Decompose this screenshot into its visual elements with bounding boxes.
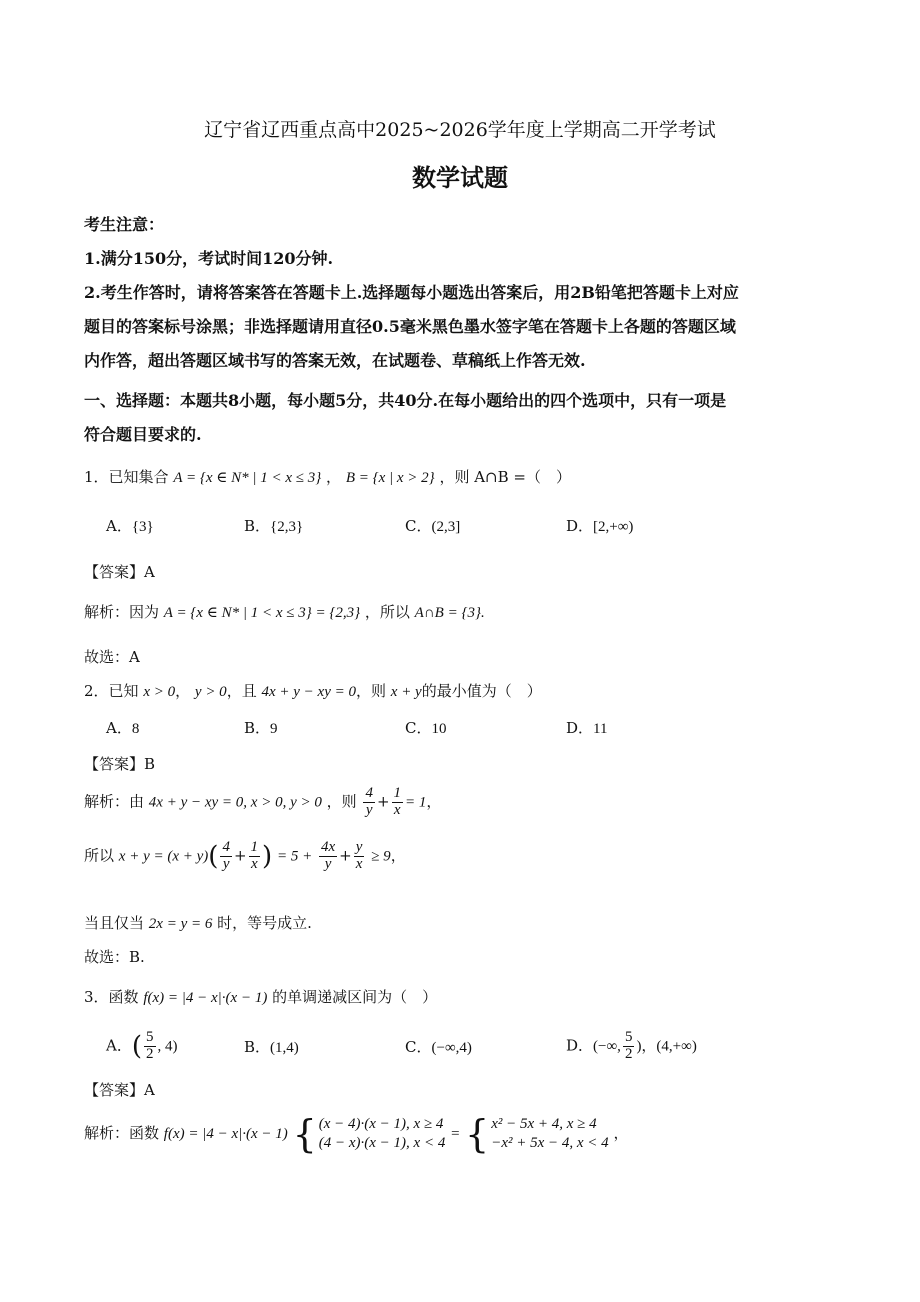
q3-option-d[interactable] (566, 1030, 697, 1063)
option-value: 11 (593, 721, 608, 737)
solution-prefix: 所以 (84, 846, 115, 865)
option-label: B． (244, 1038, 271, 1056)
piecewise-case: x² − 5x + 4, x ≥ 4 (491, 1116, 597, 1133)
question-2-sep-1: ， (175, 682, 191, 700)
numerator: 5 (146, 1029, 154, 1045)
solution-math: 4x + y − xy = 0, x > 0, y > 0 (148, 794, 322, 811)
option-value: 8 (131, 721, 140, 737)
q3-option-b[interactable] (244, 1036, 299, 1057)
question-3-stem (84, 986, 437, 1007)
solution-math: A = {x ∈ N* | 1 < x ≤ 3} = {2,3} (163, 605, 361, 621)
question-2-cond-1: x > 0 (143, 684, 176, 700)
denominator: x (250, 855, 258, 872)
q3-answer: 【答案】A (84, 1081, 155, 1099)
denominator: y (365, 801, 373, 818)
solution-lhs: x + y = (x + y) (118, 848, 209, 865)
q2-solution-line-3 (84, 912, 312, 933)
solution-prefix: 当且仅当 (84, 914, 145, 932)
solution-mid: ，所以 (364, 603, 410, 621)
denominator: 2 (624, 1045, 633, 1062)
fraction-1-over-x (392, 786, 404, 819)
option-label: A． (106, 517, 132, 535)
piecewise-2: { x² − 5x + 4, x ≥ 4 −x² + 5x − 4, x < 4 (465, 1112, 609, 1156)
q3-solution (84, 1112, 629, 1156)
denominator: 2 (146, 1045, 154, 1062)
fraction-y-over-x (354, 840, 365, 873)
solution-equals: = 1 (405, 794, 427, 811)
option-value-tail: )，(4,+∞) (636, 1038, 697, 1055)
question-2-sep-3: ，则 (355, 682, 386, 700)
option-label: D． (566, 1036, 594, 1055)
q2-option-c[interactable] (405, 717, 446, 738)
fraction-4x-over-y (319, 840, 337, 873)
solution-function: f(x) = |4 − x|·(x − 1) (163, 1126, 288, 1142)
q2-solution-line-2: 所以 x + y = (x + y)( $\frac{4}{y}$ + $\frac{1}{x}$ ) = 5 + $\frac{4x}{y}$ + $\frac{y}{x}$ ≥ 9， (84, 839, 406, 872)
option-label: D． (566, 719, 594, 737)
solution-math: 2x = y = 6 (148, 916, 213, 932)
question-1-prefix: 1．已知集合 (84, 468, 169, 486)
question-1-stem (84, 466, 571, 487)
option-label: B． (244, 517, 271, 535)
solution-prefix: 解析：函数 (84, 1124, 160, 1142)
option-label: D． (566, 517, 594, 535)
q2-solution-line-1: 解析：由 4x + y − xy = 0, x > 0, y > 0 ，则 $\frac{4}{y}$ + $\frac{1}{x}$ = 1， (84, 785, 442, 818)
option-label: C． (405, 517, 432, 535)
question-2-cond-2: y > 0 (194, 684, 227, 700)
solution-then: ，则 (326, 792, 357, 811)
piecewise-case: (x − 4)·(x − 1), x ≥ 4 (318, 1116, 444, 1133)
numerator: 4x (321, 839, 336, 855)
exam-subtitle: 数学试题 (412, 163, 508, 192)
option-label: A． (106, 1036, 132, 1055)
solution-prefix: 解析：因为 (84, 603, 160, 621)
piecewise-1: { (x − 4)·(x − 1), x ≥ 4 (4 − x)·(x − 1), x < 4 (292, 1112, 446, 1156)
question-1-ask: ，则 A∩B =（ ） (439, 468, 571, 486)
q2-conclusion: 故选：B. (84, 948, 145, 966)
question-2-cond-3: 4x + y − xy = 0 (261, 684, 356, 700)
q2-answer: 【答案】B (84, 755, 156, 773)
fraction-4-over-y (220, 840, 232, 873)
denominator: y (324, 855, 332, 872)
notice-item-2-line-1: 2.考生作答时，请将答案答在答题卡上.选择题每小题选出答案后，用2B铅笔把答题卡上对应 (84, 283, 739, 302)
option-value: (−∞,4) (431, 1040, 472, 1056)
q1-option-d[interactable] (566, 515, 633, 536)
question-3-ask: 的单调递减区间为（ ） (272, 988, 438, 1006)
q2-option-b[interactable] (244, 717, 278, 738)
piecewise-case: −x² + 5x − 4, x < 4 (491, 1135, 609, 1151)
q1-option-a[interactable] (106, 515, 154, 536)
question-2-ask: 的最小值为（ ） (421, 682, 542, 700)
question-1-set-b: B = {x | x > 2} (345, 470, 435, 486)
notice-heading: 考生注意： (84, 215, 165, 234)
solution-end: ， (613, 1124, 629, 1142)
option-label: C． (405, 1038, 432, 1056)
q2-option-d[interactable] (566, 717, 607, 738)
q1-conclusion: 故选：A (84, 648, 140, 666)
option-value: (2,3] (431, 519, 461, 535)
notice-item-1: 1.满分150分，考试时间120分钟. (84, 249, 334, 268)
exam-title: 辽宁省辽西重点高中2025~2026学年度上学期高二开学考试 (204, 119, 716, 141)
denominator: x (393, 801, 401, 818)
solution-suffix: 时，等号成立. (217, 914, 312, 932)
q1-option-b[interactable] (244, 515, 303, 536)
solution-result: A∩B = {3}. (414, 605, 485, 621)
question-2-stem (84, 680, 542, 701)
numerator: y (355, 839, 363, 855)
q2-option-a[interactable] (106, 717, 139, 738)
piecewise-case: (4 − x)·(x − 1), x < 4 (318, 1135, 446, 1151)
numerator: 4 (365, 785, 373, 801)
solution-equals: = (450, 1126, 461, 1142)
option-value: [2,+∞) (593, 519, 634, 535)
q3-option-a[interactable]: A．( $\frac{5}{2}$ , 4) (106, 1029, 178, 1062)
solution-prefix: 解析：由 (84, 792, 145, 811)
section-1-line-2: 符合题目要求的. (84, 425, 202, 444)
notice-item-2-line-2: 题目的答案标号涂黑；非选择题请用直径0.5毫米黑色墨水签字笔在答题卡上各题的答题区域 (84, 317, 736, 336)
question-3-prefix: 3．函数 (84, 988, 139, 1006)
notice-item-2-line-3: 内作答，超出答题区域书写的答案无效，在试题卷、草稿纸上作答无效. (84, 351, 586, 370)
option-value: {3} (131, 519, 154, 535)
q1-solution (84, 601, 485, 622)
numerator: 5 (624, 1029, 633, 1045)
question-2-sep-2: ，且 (226, 682, 257, 700)
q3-option-c[interactable] (405, 1036, 472, 1057)
question-1-set-a: A = {x ∈ N* | 1 < x ≤ 3} (173, 470, 322, 486)
option-value-tail: , 4) (157, 1038, 178, 1055)
option-value: 10 (431, 721, 447, 737)
question-2-prefix: 2．已知 (84, 682, 139, 700)
question-1-separator: ， (326, 468, 342, 486)
denominator: x (355, 855, 363, 872)
option-label: C． (405, 719, 432, 737)
question-3-function: f(x) = |4 − x|·(x − 1) (143, 990, 268, 1006)
numerator: 1 (393, 785, 402, 801)
q1-option-c[interactable] (405, 515, 460, 536)
numerator: 1 (250, 839, 259, 855)
fraction-5-over-2 (623, 1030, 635, 1063)
fraction-5-over-2 (144, 1030, 156, 1063)
q1-answer: 【答案】A (84, 563, 155, 581)
fraction-4-over-y (363, 786, 375, 819)
option-label: A． (106, 719, 132, 737)
fraction-1-over-x (249, 840, 261, 873)
question-2-target: x + y (390, 684, 422, 700)
solution-mid: = 5 + (276, 848, 313, 865)
option-value: 9 (270, 721, 278, 737)
option-value-head: (−∞, (593, 1038, 621, 1055)
option-label: B． (244, 719, 271, 737)
solution-end: ≥ 9 (371, 848, 391, 865)
numerator: 4 (222, 839, 230, 855)
denominator: y (222, 855, 230, 872)
option-value: (1,4) (270, 1040, 299, 1056)
option-value: {2,3} (270, 519, 304, 535)
section-1-line-1: 一、选择题：本题共8小题，每小题5分，共40分.在每小题给出的四个选项中，只有一项是 (84, 391, 727, 410)
